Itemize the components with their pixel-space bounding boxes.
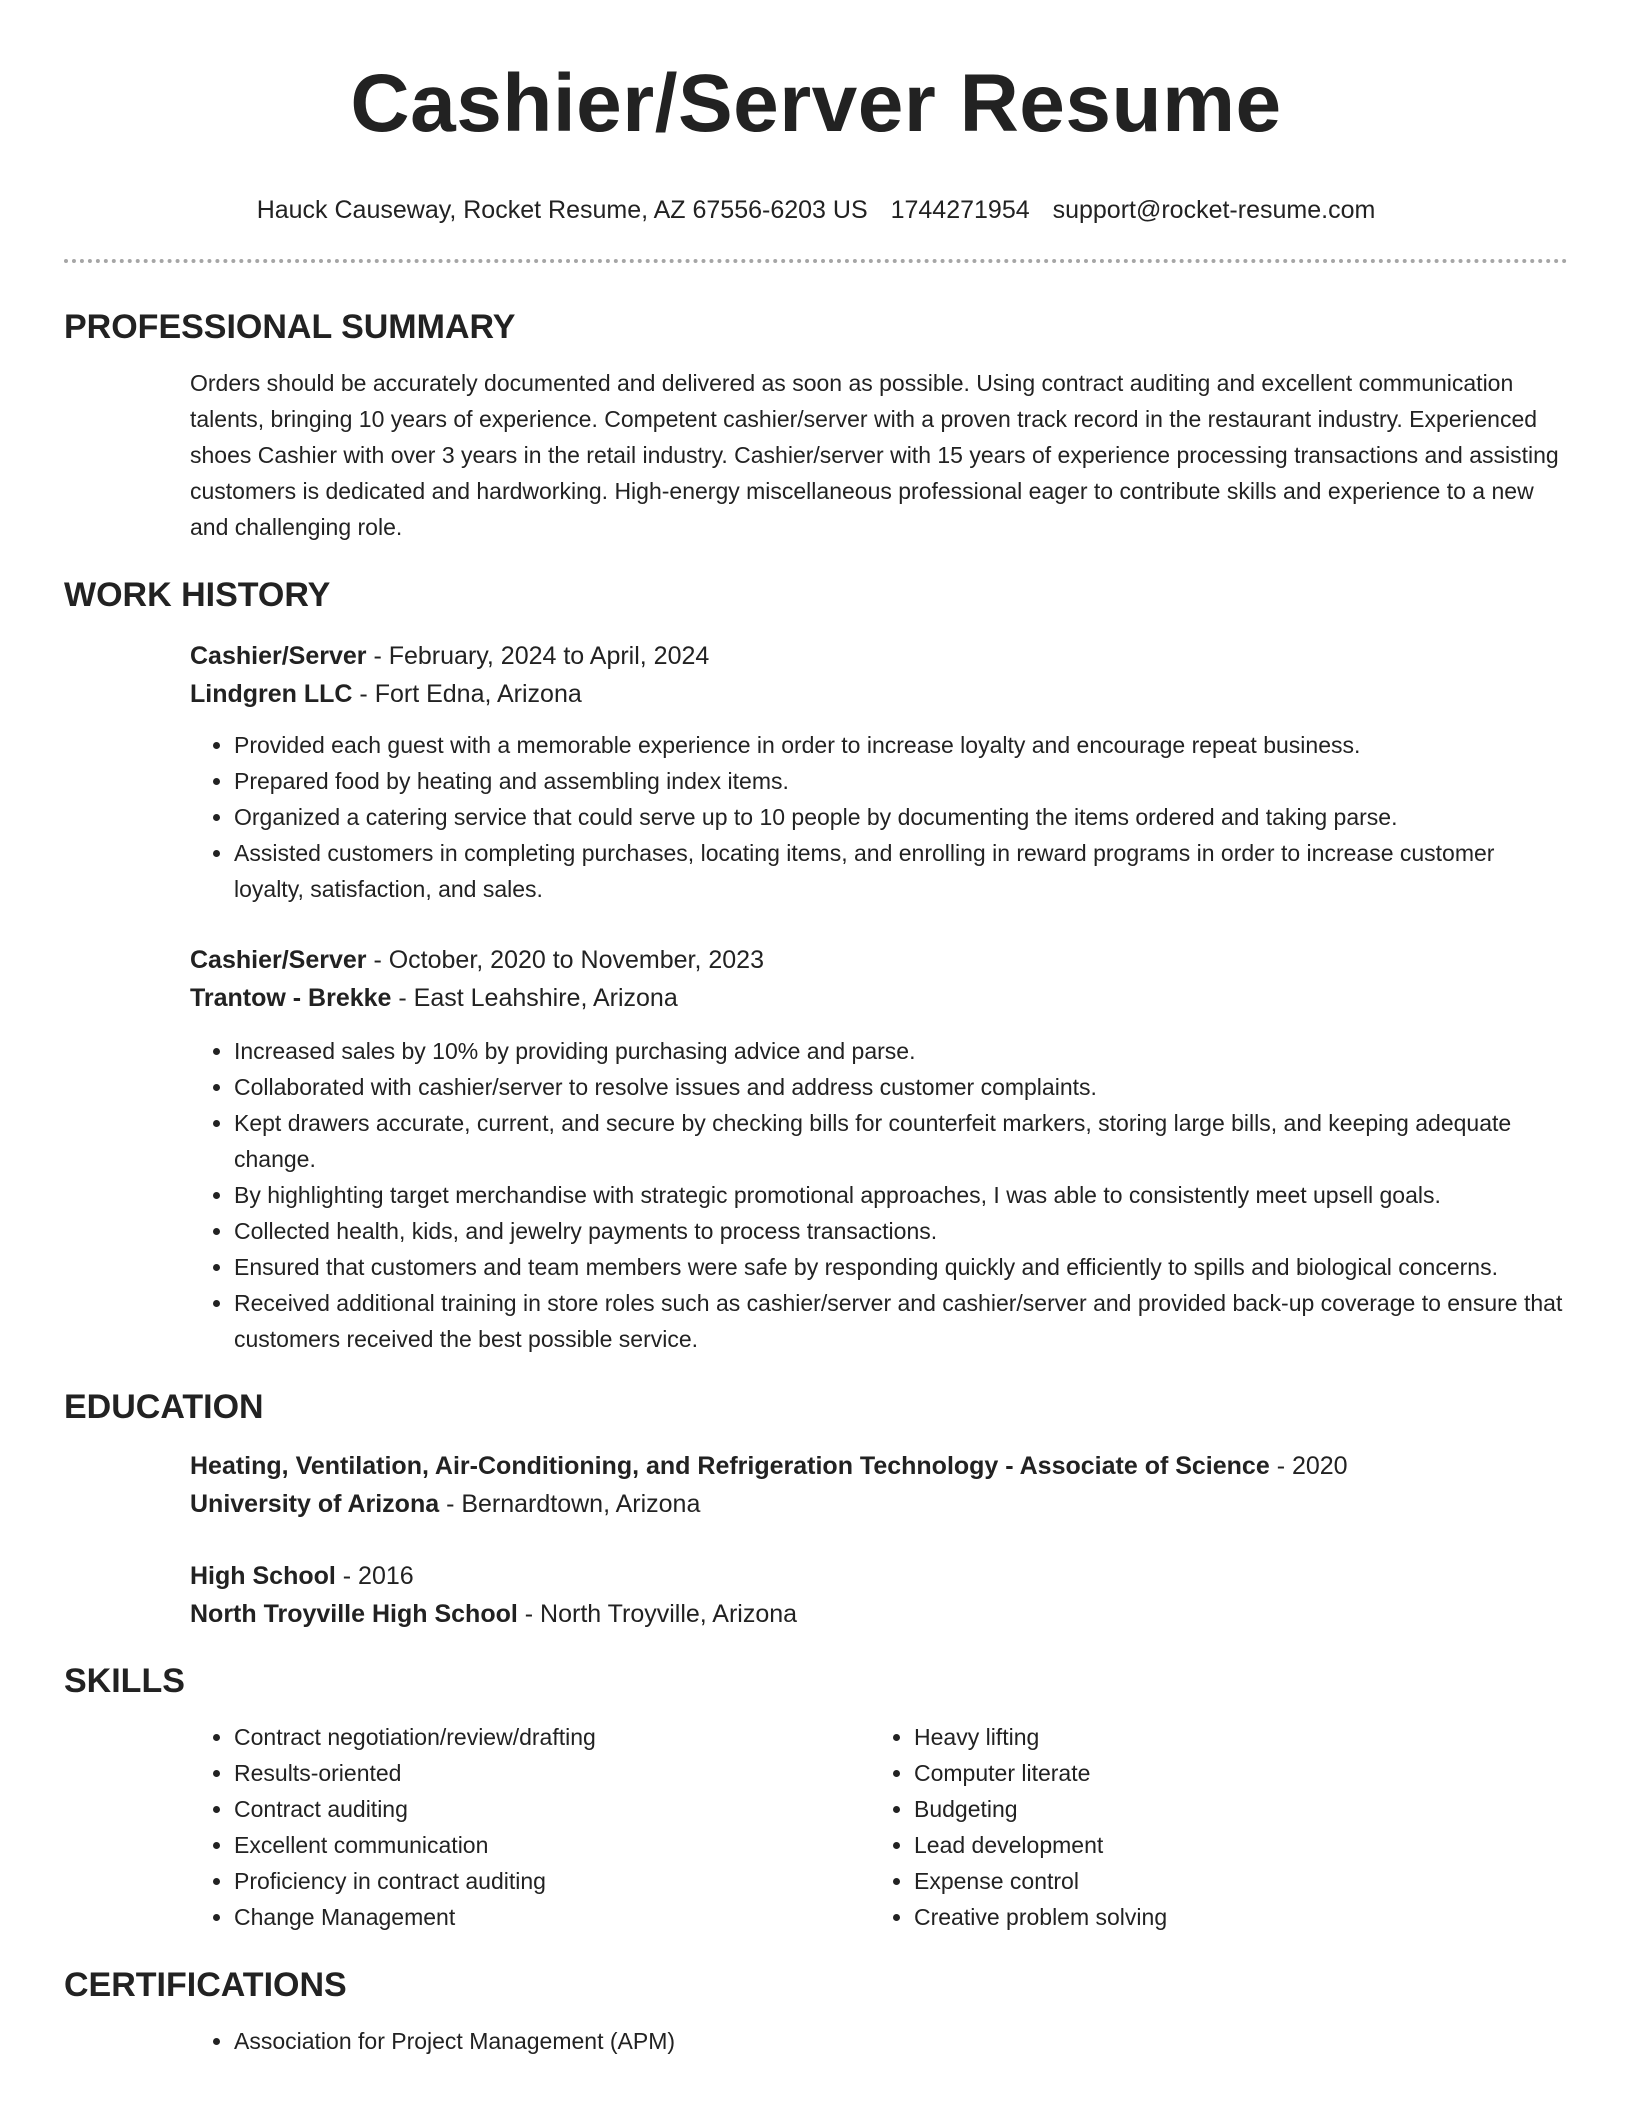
job-bullet: • Collected health, kids, and jewelry payments to process transactions. xyxy=(234,1213,1568,1249)
job-bullet: • Collaborated with cashier/server to resolve issues and address customer complaints. xyxy=(234,1069,1568,1105)
job-entry xyxy=(190,637,1568,907)
education-school: University of Arizona xyxy=(190,1490,440,1518)
skills-column-left xyxy=(190,1719,870,1935)
skills-list xyxy=(870,1719,1470,1935)
job-bullet: • Provided each guest with a memorable experience in order to increase loyalty and encourage repeat business. xyxy=(234,727,1568,763)
certifications-section xyxy=(64,2023,1568,2059)
job-bullet: • Kept drawers accurate, current, and secure by checking bills for counterfeit markers, storing large bills, and keeping adequate change. xyxy=(234,1105,1568,1177)
job-location: - Fort Edna, Arizona xyxy=(352,680,582,708)
job-location: - East Leahshire, Arizona xyxy=(391,984,678,1012)
job-bullet: • Increased sales by 10% by providing purchasing advice and parse. xyxy=(234,1033,1568,1069)
job-company-line xyxy=(190,979,1568,1017)
skill-item: • Results-oriented xyxy=(234,1755,870,1791)
job-company: Trantow - Brekke xyxy=(190,984,392,1012)
job-title: Cashier/Server xyxy=(190,946,367,974)
job-bullet: • By highlighting target merchandise with strategic promotional approaches, I was able to consistently meet upsell goals. xyxy=(234,1177,1568,1213)
contact-line xyxy=(64,194,1568,226)
skill-item: • Lead development xyxy=(914,1827,1470,1863)
skill-item: • Expense control xyxy=(914,1863,1470,1899)
skill-item: • Heavy lifting xyxy=(914,1719,1470,1755)
certification-item: • Association for Project Management (APM) xyxy=(234,2023,1568,2059)
job-bullet: • Assisted customers in completing purchases, locating items, and enrolling in reward programs in order to increase customer loyalty, satisfaction, and sales. xyxy=(234,835,1568,907)
education-school: North Troyville High School xyxy=(190,1600,518,1628)
education-degree: High School xyxy=(190,1562,336,1590)
job-entry xyxy=(190,941,1568,1357)
skill-item: • Proficiency in contract auditing xyxy=(234,1863,870,1899)
job-bullet: • Ensured that customers and team members were safe by responding quickly and efficiently to spills and biological concerns. xyxy=(234,1249,1568,1285)
skill-item: • Computer literate xyxy=(914,1755,1470,1791)
summary-heading: PROFESSIONAL SUMMARY xyxy=(64,308,516,346)
job-bullets xyxy=(190,727,1568,907)
certifications-heading: CERTIFICATIONS xyxy=(64,1966,347,2004)
skill-item: • Budgeting xyxy=(914,1791,1470,1827)
education-school-line xyxy=(190,1485,1568,1523)
skill-item: • Excellent communication xyxy=(234,1827,870,1863)
summary-text: Orders should be accurately documented and delivered as soon as possible. Using contract auditing and excellent communication talents, bringing 10 years of experience. Competent cashier/server with a proven track record in the restaurant industry. Experienced shoes Cashier with over 3 years in the retail industry. Cashier/server with 15 years of experience processing transactions and assisting customers is dedicated and hardworking. High-energy miscellaneous professional eager to contribute skills and experience to a new and challenging role. xyxy=(190,370,1559,540)
skills-column-right xyxy=(870,1719,1470,1935)
resume-title: Cashier/Server Resume xyxy=(350,58,1282,149)
summary-section xyxy=(64,365,1568,545)
job-title-line xyxy=(190,941,1568,979)
header-divider xyxy=(64,259,1568,263)
work-history-heading: WORK HISTORY xyxy=(64,576,331,614)
education-school-line xyxy=(190,1595,1568,1633)
education-entry xyxy=(190,1557,1568,1633)
job-bullet: • Organized a catering service that could serve up to 10 people by documenting the items ordered and taking parse. xyxy=(234,799,1568,835)
education-degree-line xyxy=(190,1557,1568,1595)
job-title-line xyxy=(190,637,1568,675)
education-degree: Heating, Ventilation, Air-Conditioning, and Refrigeration Technology - Associate of Science xyxy=(190,1452,1270,1480)
job-company: Lindgren LLC xyxy=(190,680,353,708)
job-bullet: • Prepared food by heating and assembling index items. xyxy=(234,763,1568,799)
contact-email: support@rocket-resume.com xyxy=(1052,196,1376,224)
job-bullet: • Received additional training in store roles such as cashier/server and cashier/server and provided back-up coverage to ensure that customers received the best possible service. xyxy=(234,1285,1568,1357)
skill-item: • Change Management xyxy=(234,1899,870,1935)
job-title: Cashier/Server xyxy=(190,642,367,670)
job-dates: - February, 2024 to April, 2024 xyxy=(366,642,710,670)
job-dates: - October, 2020 to November, 2023 xyxy=(366,946,764,974)
job-company-line xyxy=(190,675,1568,713)
education-location: - North Troyville, Arizona xyxy=(517,1600,798,1628)
education-location: - Bernardtown, Arizona xyxy=(439,1490,701,1518)
contact-phone: 1744271954 xyxy=(890,196,1030,224)
job-bullets xyxy=(190,1033,1568,1357)
work-history-section xyxy=(64,637,1568,1357)
education-entry xyxy=(190,1447,1568,1523)
contact-address: Hauck Causeway, Rocket Resume, AZ 67556-6203 US xyxy=(256,196,868,224)
skills-list xyxy=(190,1719,870,1935)
skills-heading: SKILLS xyxy=(64,1662,185,1700)
certifications-list xyxy=(190,2023,1568,2059)
skill-item: • Creative problem solving xyxy=(914,1899,1470,1935)
skill-item: • Contract auditing xyxy=(234,1791,870,1827)
education-degree-line xyxy=(190,1447,1568,1485)
education-year: - 2016 xyxy=(335,1562,414,1590)
skills-section xyxy=(64,1719,1568,1935)
education-heading: EDUCATION xyxy=(64,1388,264,1426)
education-year: - 2020 xyxy=(1269,1452,1348,1480)
education-section xyxy=(64,1447,1568,1633)
skill-item: • Contract negotiation/review/drafting xyxy=(234,1719,870,1755)
